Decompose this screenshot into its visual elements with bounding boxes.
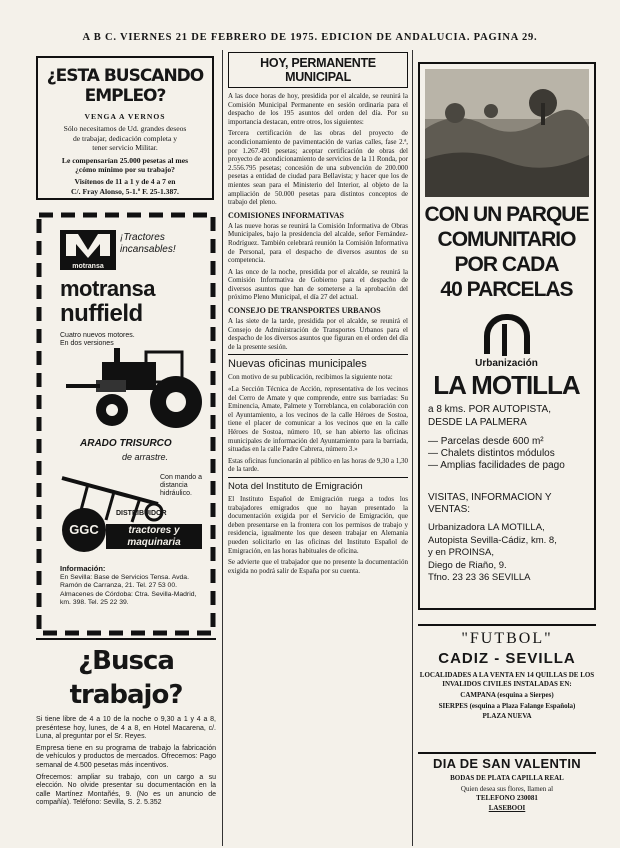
futbol-l3: SIERPES (esquina a Plaza Falange Española) (438, 701, 576, 710)
brand-motransa: motransa (60, 276, 156, 301)
article-p4: A las once de la noche, presidida por el alcalde, se reunirá la Comisión Informativa de Gobierno para el despacho de diversos asuntos que han de someterse a la aprobación del próximo Pleno Municipal, el día 27 del actual. (228, 267, 408, 302)
motilla-name: LA MOTILLA (433, 370, 580, 400)
article-headline: HOY, PERMANENTE MUNICIPAL (228, 52, 408, 88)
ad-subtitle: VENGA A VERNOS (84, 112, 166, 121)
article-p9: El Instituto Español de Emigración ruega a todos los trabajadores emigrados que no hayan presentado la documentación exigida por el Servicio de Emigración, que deben presentarse en la frontera con los permisos de trabajo y residencia, igualmente los que deseen trabajar en Alemania pueden solicitarlo en las oficinas del Instituto Español de Emigración, en las horas habituales de oficina. (228, 494, 408, 555)
ad-motransa (36, 212, 216, 636)
ad-la-motilla (418, 62, 596, 610)
column-divider-left (222, 50, 223, 846)
ad-title: ¿ESTA BUSCANDO EMPLEO? (46, 66, 204, 106)
tractor-illustration (56, 344, 206, 434)
brand-nuffield: nuffield (60, 300, 143, 327)
column-divider-right (412, 50, 413, 846)
ad-san-valentin (418, 756, 596, 846)
slogan: ¡Tractores incansables! (120, 232, 176, 255)
ad-busca-title: ¿Busca trabajo? (69, 646, 183, 710)
ad-buscando-empleo (36, 56, 214, 200)
valentin-l2: TELEFONO 230081 (476, 794, 538, 803)
dealer-ribbon: tractores y maquinaria (106, 524, 202, 549)
futbol-title: "FUTBOL" (461, 630, 553, 647)
models-text: Cuatro nuevos motores. En dos versiones (60, 332, 135, 347)
ad-busca-trabajo (36, 638, 216, 848)
m-logo-icon (60, 230, 116, 260)
motilla-address: Urbanizadora LA MOTILLA, Autopista Sevilla-Cádiz, km. 8, y en PROINSA, Diego de Riaño, 9. Tfno. 23 23 36 SEVILLA (428, 522, 557, 583)
distributor-label: DISTRIBUIDOR (116, 510, 167, 517)
article-subhead-comisiones: COMISIONES INFORMATIVAS (228, 210, 344, 220)
motilla-logo-icon (484, 314, 530, 354)
futbol-l2: CAMPANA (esquina a Sierpes) (460, 691, 554, 700)
article-column (228, 50, 408, 846)
article-subhead-transportes: CONSEJO DE TRANSPORTES URBANOS (228, 306, 381, 316)
distance-line-2: DESDE LA PALMERA (428, 417, 527, 428)
hydraulic-text: Con mando a distancia hidráulico. (160, 474, 203, 497)
distance-line: a 8 kms. POR AUTOPISTA, (428, 404, 551, 415)
urbanizacion-label: Urbanización (475, 358, 538, 369)
info-text: En Sevilla: Base de Servicios Tensa. Avda. Ramón de Carranza, 21. Tel. 27 53 00. Almacenes de Córdoba: Ctra. Sevilla-Madrid, km. 398. Tel. 25 22 39. (60, 574, 197, 607)
ad-busca-p2: Empresa tiene en su programa de trabajo la fabricación de vehículos y productos de mercados. Ofrecemos: Pago semanal de 4.500 pesetas más incentivos. (36, 744, 216, 769)
valentin-title: DIA DE SAN VALENTIN (433, 756, 581, 771)
article-section-emigracion: Nota del Instituto de Emigración (228, 480, 363, 492)
features-list: — Parcelas desde 600 m² — Chalets distintos módulos — Amplias facilidades de pago (428, 436, 565, 471)
ad-body: Sólo necesitamos de Ud. grandes deseos de trabajar, dedicación completa y tener servicio Militar. Le compensarían 25.000 pesetas al mes ¿cómo mínimo por su trabajo? Visítenos de 11 a 1 y de 4 a 7 en C/. Fray Alonso, 5-1.º F. 25-1.387. (61, 124, 189, 196)
article-p1: A las doce horas de hoy, presidida por el alcalde, se reunirá la Comisión Municipal Permanente en sesión ordinaria para el despacho de los 195 asuntos del orden del día. Por su importancia destacan, entre otros, los siguientes: (228, 92, 408, 126)
article-p2: Tercera certificación de las obras del proyecto de acondicionamiento de pavimentación de varias calles, fase 2.ª, por 1.267.491 pesetas; aceptar certificación de obras del proyecto de acondicionamiento de servicios de la 11 Ronda, por 2.556.795 pesetas; concesión de una subvención de 200.000 pesetas a entidad de ciudad para Bellavista; y hacer que los de mientes sean para el Ministerio del Interior, al objeto de la ampliación de 50.000 pesetas para distintos conceptos de trabajo del pleno. (228, 129, 408, 207)
article-p10: Se advierte que el trabajador que no presente la documentación exigida no podrá salir de España por su cuenta. (228, 558, 408, 575)
info-title: Información: (60, 564, 106, 573)
valentin-l3: LASEBOOI (488, 803, 526, 812)
ad-busca-p1: Si tiene libre de 4 a 10 de la noche o 9,30 a 1 y 4 a 8, preséntese hoy, lunes, de 4 a 8, en Hotel Macarena, c/. Luna, al preguntar por el Sr. Reyes. (36, 716, 216, 741)
visits-label: VISITAS, INFORMACION Y VENTAS: (428, 492, 552, 515)
ad-busca-p3: Ofrecemos: ampliar su trabajo, con un cargo a su elección. No olvide presentar su documentación en la calle Martínez Montañés, 9. (No es un anuncio de compañía). Teléfono: Sevilla, S. 2. 5.352 (36, 773, 216, 807)
article-p5: A las siete de la tarde, presidida por el alcalde, se reunirá el Consejo de Administración de Transportes Urbanos para el despacho de los diversos asuntos que figuran en el orden del día de la presente sesión. (228, 317, 408, 351)
valentin-l1: Quien desea sus flores, llamen al (460, 784, 554, 793)
article-p8: Estas oficinas funcionarán al público en las horas de 9,30 a 1,30 de la tarde. (228, 456, 408, 474)
motilla-headline: CON UN PARQUE COMUNITARIO POR CADA 40 PARCELAS (424, 203, 589, 301)
motransa-logo (60, 230, 116, 270)
ggc-badge: GGC (62, 508, 106, 552)
futbol-l4: PLAZA NUEVA (482, 712, 532, 721)
futbol-l1: LOCALIDADES A LA VENTA EN 14 QUILLAS DE LOS INVALIDOS CIVILES INSTALADAS EN: (419, 671, 595, 688)
page-header: A B C. VIERNES 21 DE FEBRERO DE 1975. EDICION DE ANDALUCIA. PAGINA 29. (82, 32, 538, 43)
futbol-match: CADIZ - SEVILLA (438, 650, 576, 667)
plough-title: ARADO TRISURCO (80, 438, 172, 449)
article-p3: A las nueve horas se reunirá la Comisión Informativa de Obras Municipales, bajo la presidencia del alcalde, señor Fernández-Rodríguez. También celebrará reunión la Comisión Informativa de Personal, para el despacho de diversos asuntos de su competencia. (228, 221, 408, 265)
article-section-oficinas: Nuevas oficinas municipales (228, 358, 367, 371)
article-p7: «La Sección Técnica de Acción, representativa de los vecinos del Cerro de Amate y que comprende, entre sus barriadas: Su Eminencia, Amate, Palmete y Torreblanca, en colaboración con el Ayuntamiento, a los vecinos de la calle Héroes de Sostoa, tiene el placer de comunicar a los vecinos que en la calle Héroes de Sostoa, número 10, se han abierto las oficinas municipales de información del Ayuntamiento para la barriada, situadas en la calle Padre Cabrera, número 3.» (228, 385, 408, 454)
article-p6: Con motivo de su publicación, recibimos la siguiente nota: (228, 373, 393, 382)
landscape-photo (425, 69, 589, 197)
ad-futbol (418, 624, 596, 754)
logo-caption: motransa (72, 263, 104, 270)
valentin-sub: BODAS DE PLATA CAPILLA REAL (450, 774, 564, 782)
plough-subtitle: de arrastre. (122, 452, 169, 462)
